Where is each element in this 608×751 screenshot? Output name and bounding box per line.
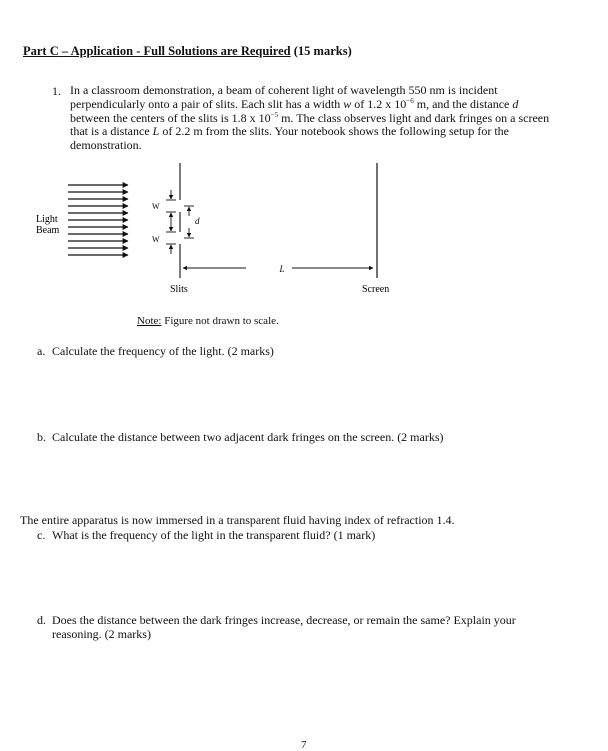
question-line-4: that is a distance L of 2.2 m from the slits. Your notebook shows the following setup for the [70,124,509,139]
d-dimension [184,206,194,238]
question-line-3: between the centers of the slits is 1.8 x $10^{-5}$ m. The class observes light and dark fringes on a screen [70,110,550,125]
light-beam-arrows [68,185,128,255]
w-label-bottom: W [152,235,160,244]
w-dimension-top [166,190,176,222]
heading-dash: – [58,44,71,58]
part-d-letter: d. [37,613,46,627]
L-label: L [279,264,285,274]
figure-note [137,315,279,327]
part-c-letter: c. [37,528,46,542]
part-d-text [52,613,582,641]
part-b-letter: b. [37,430,46,444]
part-a-text: Calculate the frequency of the light. (2 marks) [52,344,274,358]
light-label-line1: Light [36,214,58,225]
question-line-1: In a classroom demonstration, a beam of coherent light of wavelength 550 nm is incident [70,83,498,97]
part-d-line-1: Does the distance between the dark fringes increase, decrease, or remain the same? Explain your [52,613,516,627]
w-dimension-bottom [166,222,176,254]
screen-label: Screen [362,284,390,295]
part-c-text: What is the frequency of the light in the transparent fluid? (1 mark) [52,528,376,542]
question-line-5: demonstration. [70,138,142,153]
part-d-line-2: reasoning. (2 marks) [52,627,151,641]
slits-label: Slits [170,284,188,295]
question-number: 1. [52,84,61,98]
light-label-line2: Beam [36,225,60,236]
heading-title: Application - Full Solutions are Required [70,44,291,58]
note-prefix: Note: [137,315,162,327]
d-label: d [195,216,200,226]
double-slit-diagram [0,0,608,310]
note-text: Figure not drawn to scale. [161,315,279,327]
heading-part: Part C [23,44,59,58]
part-b-text: Calculate the distance between two adjacent dark fringes on the screen. (2 marks) [52,430,444,444]
page-number: 7 [301,739,307,751]
part-a-letter: a. [37,344,46,358]
w-label-top: W [152,202,160,211]
heading-marks: (15 marks) [290,44,352,58]
question-line-2: perpendicularly onto a pair of slits. Each slit has a width w of 1.2 x $10^{-6}$ m, and the distance d [70,96,519,111]
part-c-intro: The entire apparatus is now immersed in a transparent fluid having index of refraction 1.4. [20,513,455,527]
